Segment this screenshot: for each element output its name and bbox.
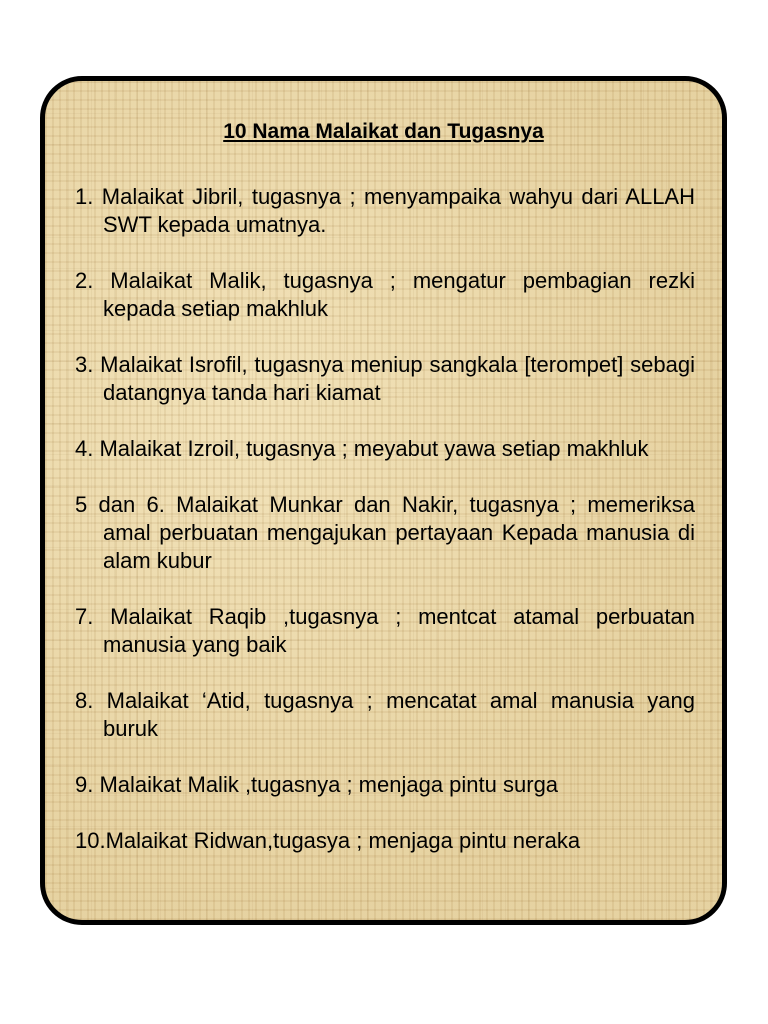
parchment-card (40, 76, 727, 925)
page-title: 10 Nama Malaikat dan Tugasnya (223, 120, 544, 143)
list-item: 2. Malaikat Malik, tugasnya ; mengatur pembagian rezki kepada setiap makhluk (75, 268, 695, 321)
list-item: 3. Malaikat Isrofil, tugasnya meniup sangkala [terompet] sebagi datangnya tanda hari kiamat (75, 352, 695, 405)
list-item: 9. Malaikat Malik ,tugasnya ; menjaga pintu surga (75, 772, 559, 797)
list-item: 8. Malaikat ‘Atid, tugasnya ; mencatat amal manusia yang buruk (75, 688, 695, 741)
list-item: 4. Malaikat Izroil, tugasnya ; meyabut yawa setiap makhluk (75, 436, 649, 461)
list-item: 10.Malaikat Ridwan,tugasya ; menjaga pintu neraka (75, 828, 581, 853)
list-item: 1. Malaikat Jibril, tugasnya ; menyampaika wahyu dari ALLAH SWT kepada umatnya. (75, 184, 695, 237)
list-item: 7. Malaikat Raqib ,tugasnya ; mentcat atamal perbuatan manusia yang baik (75, 604, 695, 657)
angel-list (75, 183, 695, 883)
list-item: 5 dan 6. Malaikat Munkar dan Nakir, tugasnya ; memeriksa amal perbuatan mengajukan pertayaan Kepada manusia di alam kubur (75, 492, 695, 573)
